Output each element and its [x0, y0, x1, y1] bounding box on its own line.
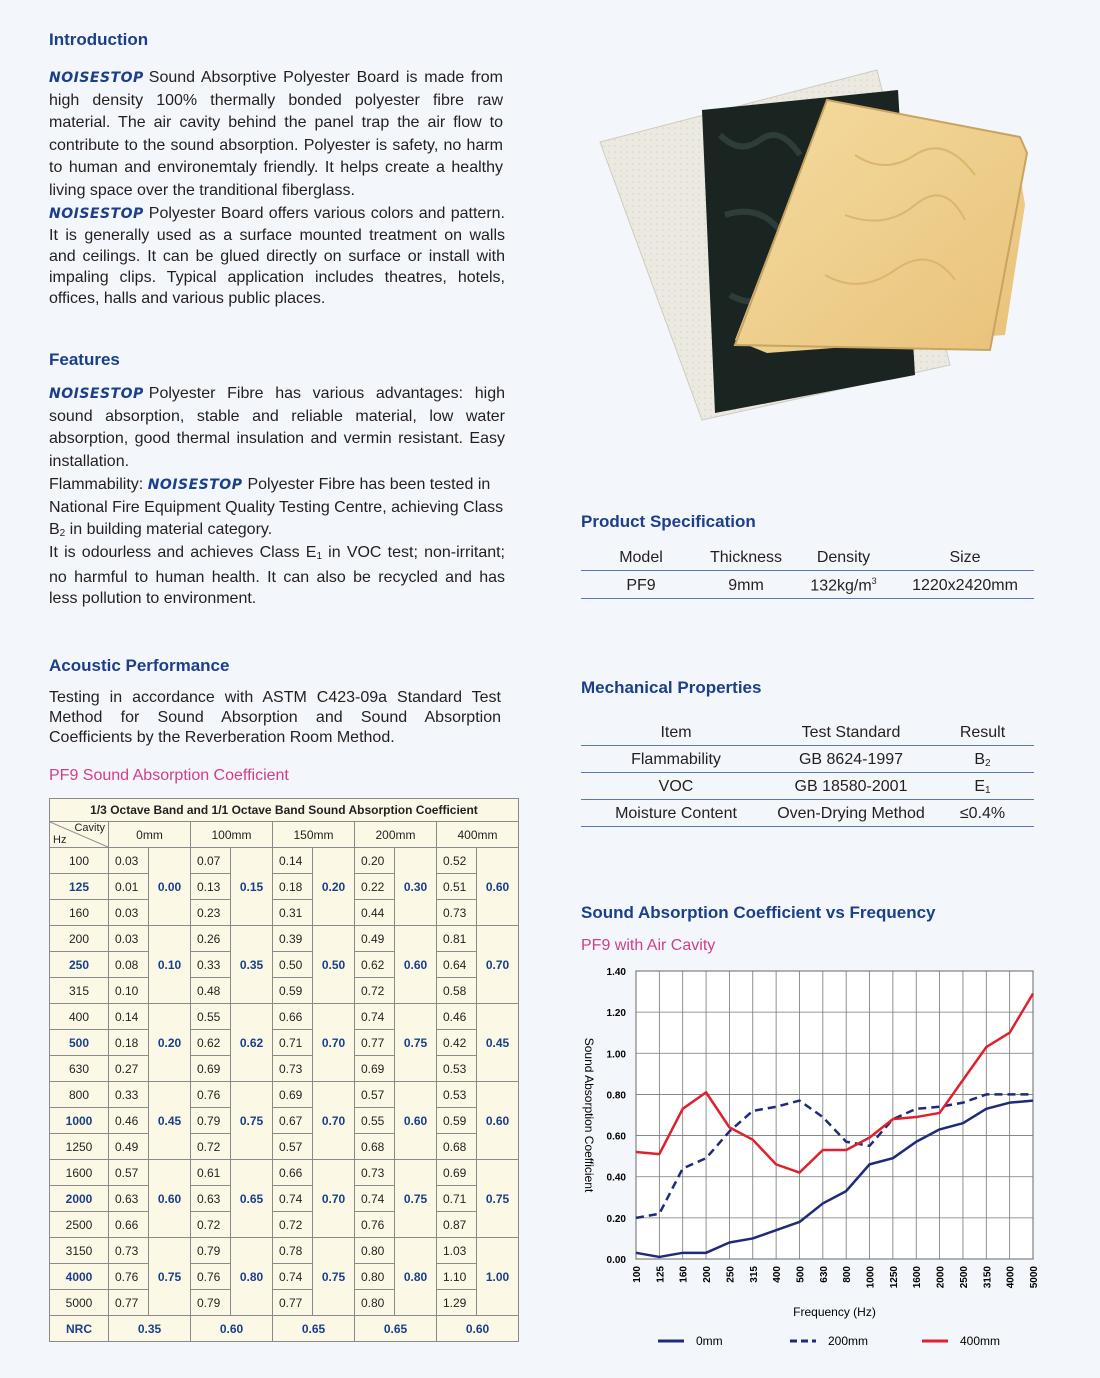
octave-band-value: 0.10 — [149, 926, 191, 1004]
third-octave-value: 0.72 — [191, 1212, 231, 1238]
third-octave-value: 0.23 — [191, 900, 231, 926]
third-octave-value: 0.13 — [191, 874, 231, 900]
octave-band-value: 0.20 — [313, 848, 355, 926]
third-octave-value: 0.74 — [355, 1004, 395, 1030]
third-octave-value: 0.69 — [273, 1082, 313, 1108]
octave-band-value: 0.70 — [477, 926, 519, 1004]
octave-band-value: 0.45 — [149, 1082, 191, 1160]
table-row — [50, 1004, 519, 1030]
frequency-cell: 1600 — [50, 1160, 109, 1186]
octave-band-value: 0.45 — [477, 1004, 519, 1082]
y-tick-label: 0.40 — [606, 1172, 626, 1184]
x-tick-label: 3150 — [982, 1266, 994, 1289]
third-octave-value: 0.64 — [437, 952, 477, 978]
frequency-cell: 2000 — [50, 1186, 109, 1212]
class-e-subscript: 1 — [316, 551, 322, 562]
x-tick-label: 1600 — [912, 1266, 924, 1289]
spec-header-thickness: Thickness — [701, 545, 791, 571]
third-octave-value: 0.33 — [109, 1082, 149, 1108]
spec-density — [791, 571, 896, 599]
octave-band-value: 0.60 — [395, 926, 437, 1004]
octave-band-value: 0.80 — [395, 1238, 437, 1316]
third-octave-value: 0.66 — [109, 1212, 149, 1238]
third-octave-value: 0.61 — [191, 1160, 231, 1186]
third-octave-value: 0.22 — [355, 874, 395, 900]
third-octave-value: 0.10 — [109, 978, 149, 1004]
features-paragraph-3 — [49, 542, 505, 609]
third-octave-value: 0.76 — [109, 1264, 149, 1290]
cavity-header: 200mm — [355, 822, 437, 848]
third-octave-value: 1.29 — [437, 1290, 477, 1316]
mech-result-subscript: 1 — [985, 785, 991, 796]
third-octave-value: 0.80 — [355, 1290, 395, 1316]
third-octave-value: 1.03 — [437, 1238, 477, 1264]
mech-item: Flammability — [581, 746, 771, 773]
third-octave-value: 0.42 — [437, 1030, 477, 1056]
frequency-cell: 3150 — [50, 1238, 109, 1264]
mech-standard: GB 8624-1997 — [771, 746, 931, 773]
third-octave-value: 0.79 — [191, 1290, 231, 1316]
third-octave-value: 0.68 — [437, 1134, 477, 1160]
nrc-label: NRC — [50, 1316, 109, 1342]
introduction-paragraph-1 — [49, 67, 503, 202]
coefficient-table-wrapper — [49, 798, 519, 1342]
frequency-cell: 4000 — [50, 1264, 109, 1290]
third-octave-value: 0.77 — [273, 1290, 313, 1316]
third-octave-value: 0.74 — [273, 1264, 313, 1290]
third-octave-value: 0.59 — [437, 1108, 477, 1134]
table-row — [50, 952, 519, 978]
cavity-header: 0mm — [109, 822, 191, 848]
product-spec-heading: Product Specification — [581, 512, 756, 531]
third-octave-value: 0.76 — [191, 1264, 231, 1290]
third-octave-value: 0.66 — [273, 1004, 313, 1030]
legend-label: 400mm — [960, 1334, 1001, 1348]
mech-item: VOC — [581, 773, 771, 800]
third-octave-value: 0.03 — [109, 900, 149, 926]
table-row — [50, 1056, 519, 1082]
density-value: 132kg/m — [810, 577, 872, 595]
features-p3-text-end: in VOC test; non-irritant; no harmful to human health. It can also be recycled and has less pollution to environment. — [49, 544, 506, 607]
table-row — [50, 1238, 519, 1264]
frequency-cell: 125 — [50, 874, 109, 900]
frequency-cell: 100 — [50, 848, 109, 874]
table-row — [50, 926, 519, 952]
y-axis-label: Sound Absorption Coefficient — [582, 1037, 596, 1193]
octave-band-value: 0.60 — [477, 848, 519, 926]
octave-band-value: 0.20 — [149, 1004, 191, 1082]
chart-heading: Sound Absorption Coefficient vs Frequency — [581, 903, 936, 922]
introduction-paragraph-2 — [49, 203, 505, 309]
third-octave-value: 0.39 — [273, 926, 313, 952]
mech-standard: GB 18580-2001 — [771, 773, 931, 800]
third-octave-value: 0.76 — [191, 1082, 231, 1108]
third-octave-value: 0.72 — [191, 1134, 231, 1160]
third-octave-value: 0.63 — [109, 1186, 149, 1212]
y-tick-label: 1.40 — [606, 967, 626, 978]
third-octave-value: 0.69 — [437, 1160, 477, 1186]
x-tick-label: 125 — [655, 1266, 667, 1283]
third-octave-value: 0.73 — [437, 900, 477, 926]
x-tick-label: 1250 — [888, 1266, 900, 1289]
frequency-cell: 2500 — [50, 1212, 109, 1238]
third-octave-value: 0.53 — [437, 1082, 477, 1108]
third-octave-value: 0.66 — [273, 1160, 313, 1186]
octave-band-value: 0.60 — [477, 1082, 519, 1160]
density-superscript: 3 — [871, 576, 877, 586]
mech-standard: Oven-Drying Method — [771, 800, 931, 827]
spec-header-size: Size — [896, 545, 1034, 571]
mechanical-heading: Mechanical Properties — [581, 678, 762, 697]
third-octave-value: 0.14 — [273, 848, 313, 874]
x-tick-label: 2500 — [958, 1266, 970, 1289]
chart-subheading: PF9 with Air Cavity — [581, 937, 716, 954]
third-octave-value: 0.18 — [273, 874, 313, 900]
octave-band-value: 0.75 — [477, 1160, 519, 1238]
table-row — [50, 1134, 519, 1160]
third-octave-value: 0.71 — [437, 1186, 477, 1212]
frequency-cell: 500 — [50, 1030, 109, 1056]
product-spec-table — [581, 545, 1034, 599]
intro-p1-text: Sound Absorptive Polyester Board is made from high density 100% thermally bonded polyester fibre raw material. The air cavity behind the panel trap the air flow to contribute to the sound absorption. Polyester is safety, no harm to human and environemtaly friendly. It helps create a healthy living space over the tranditional fiberglass. — [49, 69, 503, 199]
spec-model: PF9 — [581, 571, 701, 599]
third-octave-value: 0.51 — [437, 874, 477, 900]
features-paragraph-1 — [49, 383, 505, 473]
third-octave-value: 0.87 — [437, 1212, 477, 1238]
features-p2-text: Polyester Fibre has been tested in National Fire Equipment Quality Testing Centre, achieving Class B — [49, 476, 504, 538]
third-octave-value: 0.01 — [109, 874, 149, 900]
x-tick-label: 160 — [678, 1266, 690, 1283]
nrc-value: 0.60 — [191, 1316, 273, 1342]
octave-band-value: 0.80 — [231, 1238, 273, 1316]
mech-item: Moisture Content — [581, 800, 771, 827]
coefficient-table — [49, 798, 519, 1342]
mech-result — [931, 746, 1034, 773]
table-row — [50, 1290, 519, 1316]
frequency-cell: 5000 — [50, 1290, 109, 1316]
third-octave-value: 0.31 — [273, 900, 313, 926]
third-octave-value: 0.48 — [191, 978, 231, 1004]
third-octave-value: 0.07 — [191, 848, 231, 874]
octave-band-value: 0.75 — [313, 1238, 355, 1316]
third-octave-value: 0.33 — [191, 952, 231, 978]
nrc-value: 0.35 — [109, 1316, 191, 1342]
coefficient-table-title: 1/3 Octave Band and 1/1 Octave Band Sound Absorption Coefficient — [50, 799, 519, 822]
mech-result — [931, 800, 1034, 827]
third-octave-value: 0.55 — [355, 1108, 395, 1134]
third-octave-value: 0.72 — [273, 1212, 313, 1238]
octave-band-value: 0.70 — [313, 1004, 355, 1082]
frequency-cell: 800 — [50, 1082, 109, 1108]
octave-band-value: 0.70 — [313, 1082, 355, 1160]
features-p2-text-end: in building material category. — [65, 521, 273, 538]
spec-thickness: 9mm — [701, 571, 791, 599]
brand-logo-text: NOISESTOP — [49, 206, 144, 222]
octave-band-value: 0.15 — [231, 848, 273, 926]
features-p1-text: Polyester Fibre has various advantages: high sound absorption, stable and reliable material, low water absorption, good thermal insulation and vermin resistant. Easy installation. — [49, 385, 505, 470]
third-octave-value: 0.72 — [355, 978, 395, 1004]
y-tick-label: 1.00 — [606, 1049, 626, 1061]
spec-header-model: Model — [581, 545, 701, 571]
legend-label: 0mm — [696, 1334, 723, 1348]
third-octave-value: 0.71 — [273, 1030, 313, 1056]
x-tick-label: 1000 — [865, 1266, 877, 1289]
third-octave-value: 0.08 — [109, 952, 149, 978]
table-row — [50, 1082, 519, 1108]
mech-header-standard: Test Standard — [771, 720, 931, 746]
third-octave-value: 0.20 — [355, 848, 395, 874]
y-tick-label: 0.60 — [606, 1131, 626, 1143]
table-row — [50, 1212, 519, 1238]
features-heading: Features — [49, 350, 120, 369]
y-tick-label: 0.80 — [606, 1090, 626, 1102]
third-octave-value: 0.81 — [437, 926, 477, 952]
x-axis-label: Frequency (Hz) — [793, 1305, 876, 1319]
third-octave-value: 0.79 — [191, 1238, 231, 1264]
y-tick-label: 0.00 — [606, 1255, 626, 1266]
third-octave-value: 0.46 — [437, 1004, 477, 1030]
acoustic-heading: Acoustic Performance — [49, 656, 230, 675]
x-tick-label: 800 — [842, 1266, 854, 1283]
y-tick-label: 1.20 — [606, 1008, 626, 1020]
third-octave-value: 0.14 — [109, 1004, 149, 1030]
third-octave-value: 0.73 — [355, 1160, 395, 1186]
octave-band-value: 0.75 — [231, 1082, 273, 1160]
third-octave-value: 0.49 — [109, 1134, 149, 1160]
octave-band-value: 0.65 — [231, 1160, 273, 1238]
intro-p2-text: Polyester Board offers various colors and pattern. It is generally used as a surface mounted treatment on walls and ceilings. It can be glued directly on surface or install with impaling clips. Typical application includes theatres, hotels, offices, halls and various public places. — [49, 205, 505, 307]
third-octave-value: 0.62 — [355, 952, 395, 978]
third-octave-value: 0.59 — [273, 978, 313, 1004]
third-octave-value: 0.80 — [355, 1264, 395, 1290]
mech-result-value: E — [974, 778, 986, 795]
third-octave-value: 0.69 — [355, 1056, 395, 1082]
third-octave-value: 0.18 — [109, 1030, 149, 1056]
third-octave-value: 0.62 — [191, 1030, 231, 1056]
table-row — [50, 1160, 519, 1186]
third-octave-value: 0.52 — [437, 848, 477, 874]
third-octave-value: 0.26 — [191, 926, 231, 952]
third-octave-value: 0.03 — [109, 848, 149, 874]
frequency-cell: 1250 — [50, 1134, 109, 1160]
table-row — [50, 1108, 519, 1134]
nrc-value: 0.65 — [355, 1316, 437, 1342]
features-paragraph-2 — [49, 474, 505, 546]
third-octave-value: 0.79 — [191, 1108, 231, 1134]
cavity-header: 100mm — [191, 822, 273, 848]
x-tick-label: 250 — [725, 1266, 737, 1283]
coefficient-subheading: PF9 Sound Absorption Coefficient — [49, 767, 289, 784]
cavity-header: 150mm — [273, 822, 355, 848]
x-tick-label: 400 — [772, 1266, 784, 1283]
product-image — [595, 65, 1035, 425]
plot-area — [636, 971, 1033, 1259]
x-tick-label: 100 — [632, 1266, 643, 1283]
table-row — [50, 874, 519, 900]
table-row — [50, 1264, 519, 1290]
nrc-value: 0.65 — [273, 1316, 355, 1342]
octave-band-value: 0.70 — [313, 1160, 355, 1238]
mech-result — [931, 773, 1034, 800]
third-octave-value: 0.58 — [437, 978, 477, 1004]
legend-label: 200mm — [828, 1334, 869, 1348]
frequency-cell: 400 — [50, 1004, 109, 1030]
third-octave-value: 0.46 — [109, 1108, 149, 1134]
octave-band-value: 0.75 — [149, 1238, 191, 1316]
mechanical-table — [581, 720, 1034, 827]
third-octave-value: 0.50 — [273, 952, 313, 978]
third-octave-value: 0.03 — [109, 926, 149, 952]
frequency-cell: 160 — [50, 900, 109, 926]
third-octave-value: 0.44 — [355, 900, 395, 926]
x-tick-label: 5000 — [1029, 1266, 1040, 1289]
introduction-heading: Introduction — [49, 30, 149, 49]
spec-size: 1220x2420mm — [896, 571, 1034, 599]
third-octave-value: 0.74 — [273, 1186, 313, 1212]
third-octave-value: 0.57 — [355, 1082, 395, 1108]
third-octave-value: 0.77 — [355, 1030, 395, 1056]
octave-band-value: 1.00 — [477, 1238, 519, 1316]
table-corner-cell — [50, 822, 109, 848]
x-tick-label: 4000 — [1005, 1266, 1017, 1289]
third-octave-value: 0.80 — [355, 1238, 395, 1264]
mech-result-value: B — [974, 751, 986, 768]
brand-logo-text: NOISESTOP — [49, 70, 144, 86]
octave-band-value: 0.30 — [395, 848, 437, 926]
third-octave-value: 0.49 — [355, 926, 395, 952]
x-tick-label: 315 — [748, 1266, 760, 1283]
table-row — [50, 978, 519, 1004]
octave-band-value: 0.50 — [313, 926, 355, 1004]
third-octave-value: 0.67 — [273, 1108, 313, 1134]
table-row — [50, 848, 519, 874]
frequency-cell: 315 — [50, 978, 109, 1004]
third-octave-value: 0.69 — [191, 1056, 231, 1082]
frequency-cell: 1000 — [50, 1108, 109, 1134]
brand-logo-text: NOISESTOP — [49, 386, 144, 402]
third-octave-value: 0.57 — [109, 1160, 149, 1186]
class-b-subscript: 2 — [59, 528, 66, 539]
third-octave-value: 0.63 — [191, 1186, 231, 1212]
mech-header-item: Item — [581, 720, 771, 746]
octave-band-value: 0.75 — [395, 1160, 437, 1238]
octave-band-value: 0.35 — [231, 926, 273, 1004]
y-tick-label: 0.20 — [606, 1213, 626, 1225]
x-tick-label: 2000 — [935, 1266, 947, 1289]
octave-band-value: 0.75 — [395, 1004, 437, 1082]
octave-band-value: 0.60 — [395, 1082, 437, 1160]
third-octave-value: 0.77 — [109, 1290, 149, 1316]
x-tick-label: 200 — [702, 1266, 714, 1283]
corner-cavity-label: Cavity — [74, 822, 105, 834]
third-octave-value: 0.78 — [273, 1238, 313, 1264]
absorption-chart — [570, 960, 1050, 1365]
brand-logo-text: NOISESTOP — [147, 477, 243, 493]
mech-result-value: ≤0.4% — [959, 805, 1006, 822]
mech-header-result: Result — [931, 720, 1034, 746]
x-tick-label: 500 — [795, 1266, 807, 1283]
acoustic-text: Testing in accordance with ASTM C423-09a Standard Test Method for Sound Absorption and Sound Absorption Coefficients by the Reverberation Room Method. — [49, 689, 501, 746]
table-row — [50, 900, 519, 926]
frequency-cell: 250 — [50, 952, 109, 978]
features-p3-text: It is odourless and achieves Class E — [49, 544, 317, 561]
third-octave-value: 0.57 — [273, 1134, 313, 1160]
third-octave-value: 0.55 — [191, 1004, 231, 1030]
third-octave-value: 0.27 — [109, 1056, 149, 1082]
third-octave-value: 0.73 — [273, 1056, 313, 1082]
spec-header-density: Density — [791, 545, 896, 571]
octave-band-value: 0.62 — [231, 1004, 273, 1082]
frequency-cell: 200 — [50, 926, 109, 952]
cavity-header: 400mm — [437, 822, 519, 848]
third-octave-value: 0.76 — [355, 1212, 395, 1238]
table-row — [50, 1186, 519, 1212]
frequency-cell: 630 — [50, 1056, 109, 1082]
octave-band-value: 0.60 — [149, 1160, 191, 1238]
third-octave-value: 0.68 — [355, 1134, 395, 1160]
mech-result-subscript: 2 — [985, 758, 991, 769]
x-tick-label: 630 — [818, 1266, 830, 1283]
corner-hz-label: Hz — [53, 834, 67, 846]
third-octave-value: 0.73 — [109, 1238, 149, 1264]
third-octave-value: 0.53 — [437, 1056, 477, 1082]
third-octave-value: 1.10 — [437, 1264, 477, 1290]
nrc-value: 0.60 — [437, 1316, 519, 1342]
third-octave-value: 0.74 — [355, 1186, 395, 1212]
table-row — [50, 1030, 519, 1056]
octave-band-value: 0.00 — [149, 848, 191, 926]
flammability-prefix: Flammability: — [49, 476, 144, 493]
absorption-chart-svg — [570, 960, 1050, 1360]
